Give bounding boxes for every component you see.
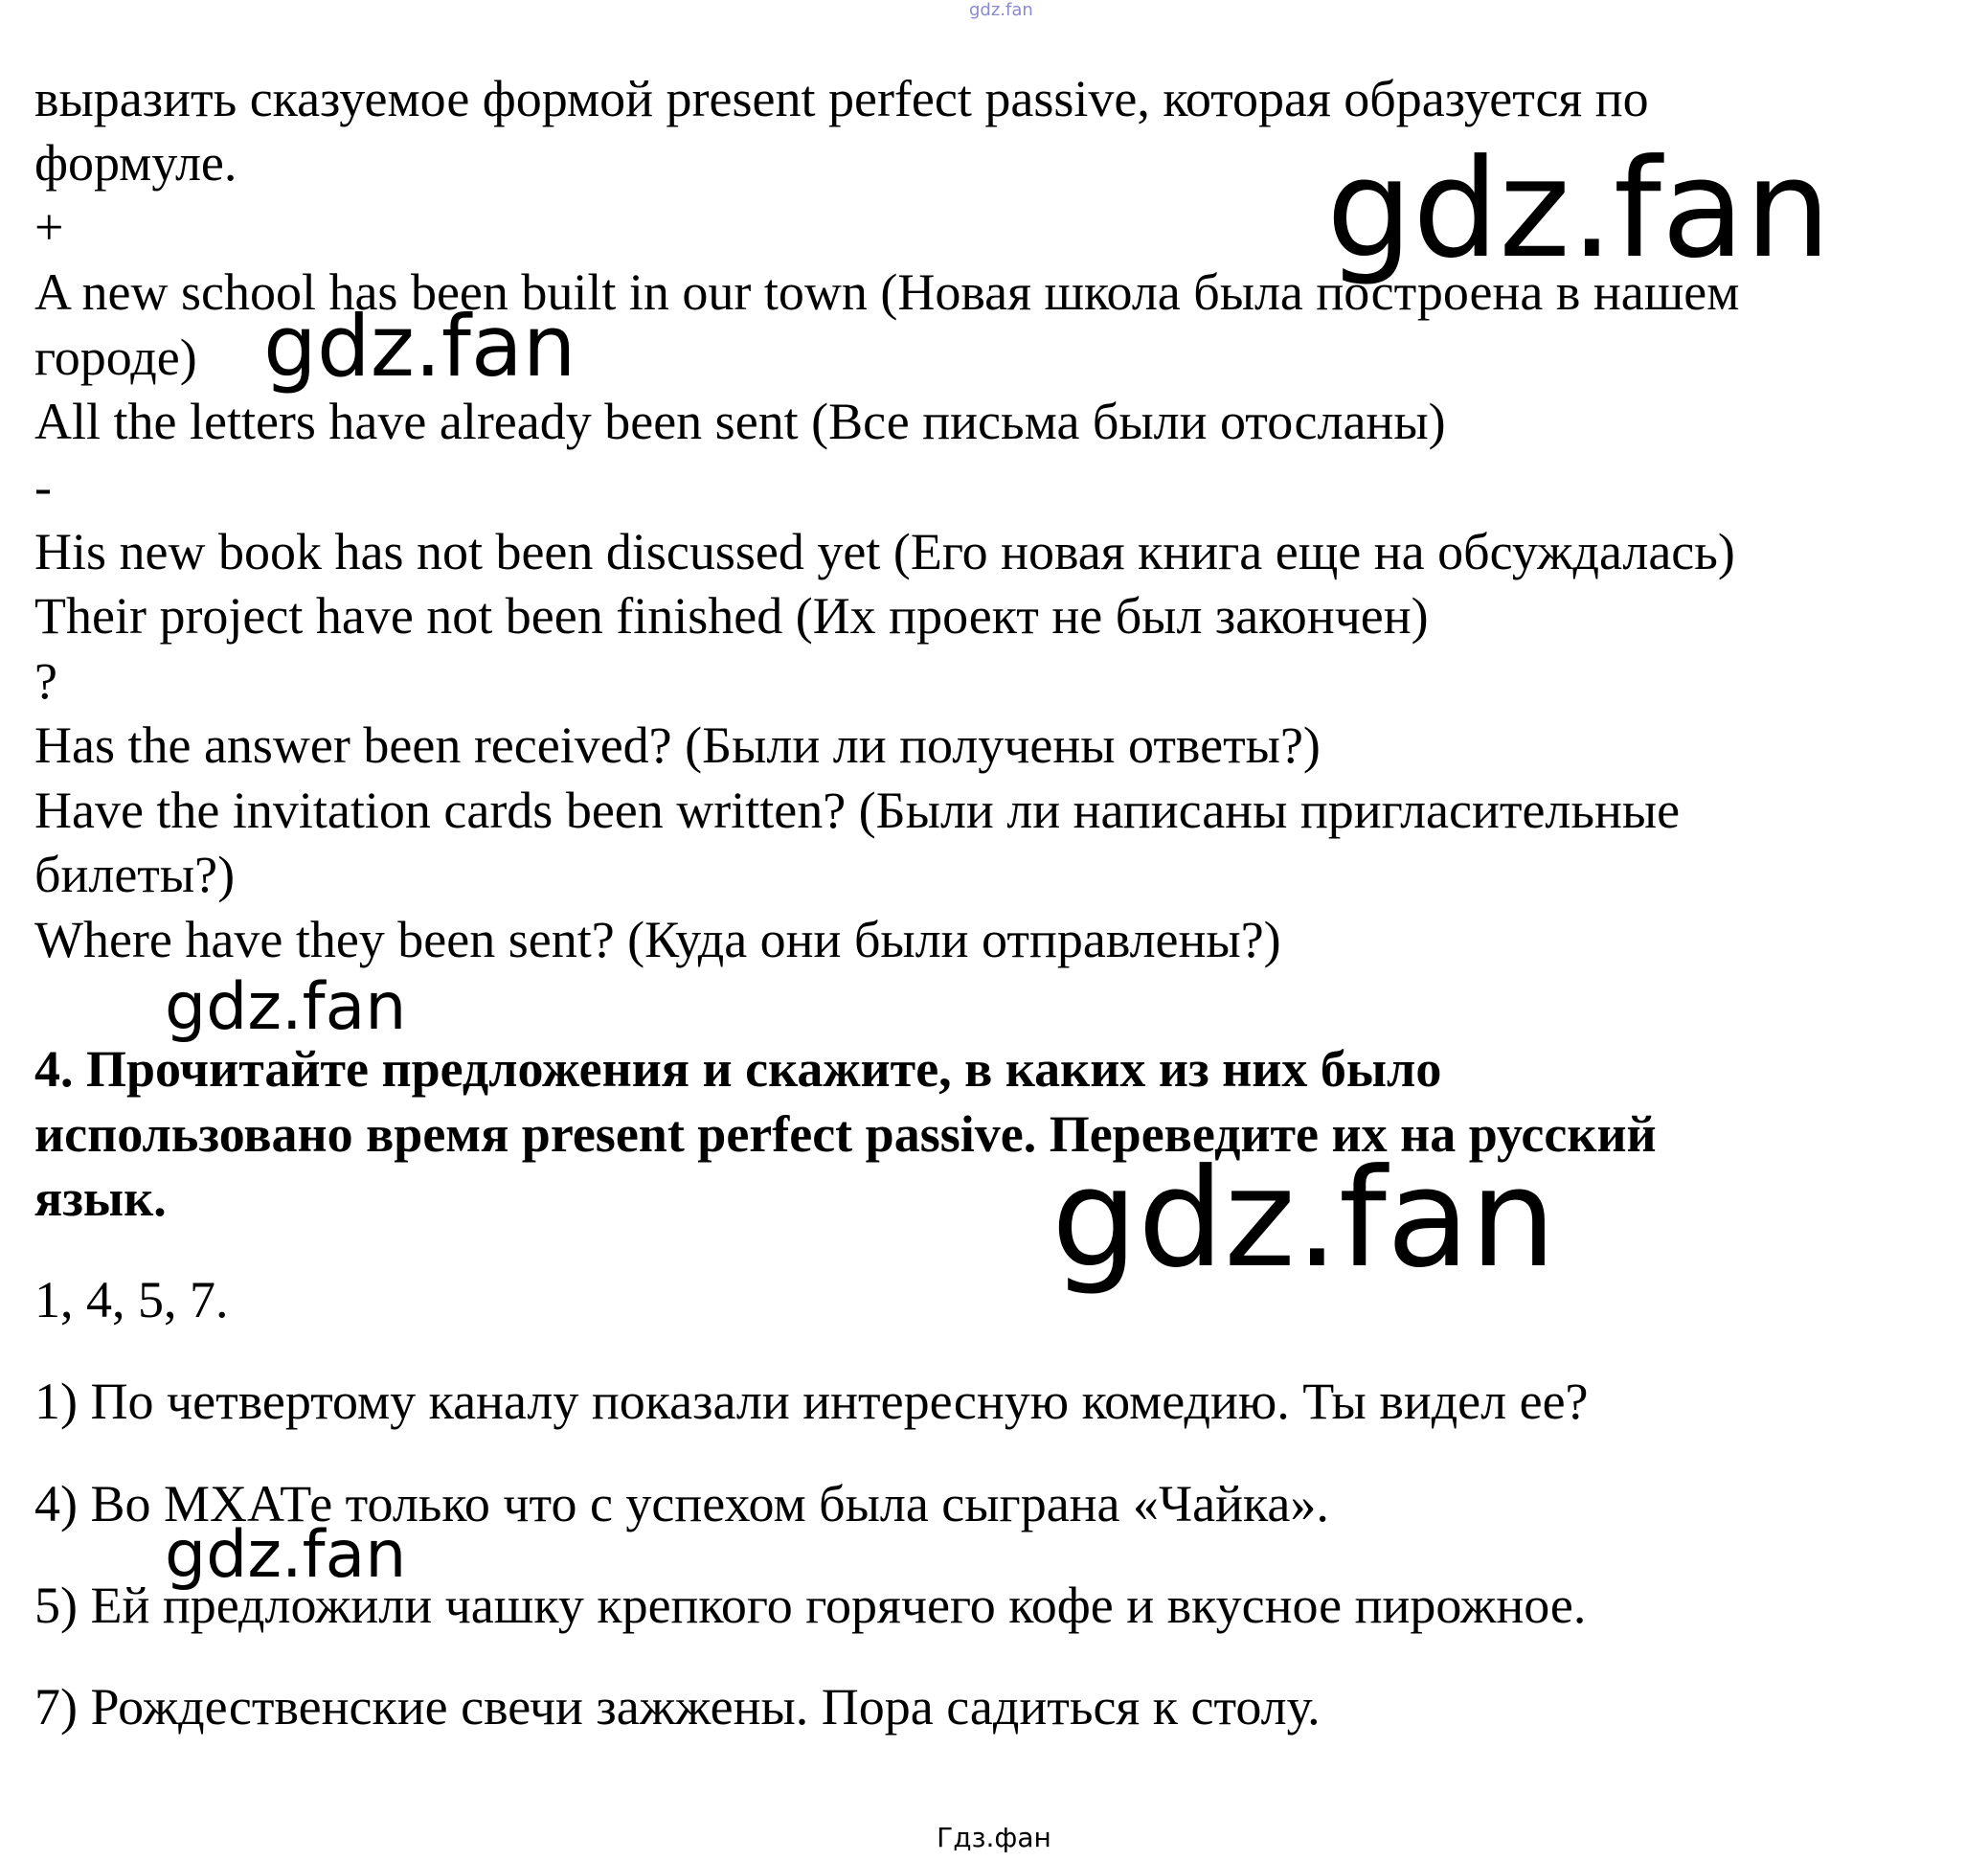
text-line-11: Has the answer been received? (Были ли получены ответы?) (34, 716, 1321, 774)
text-line-4: A new school has been built in our town (Новая школа была построена в нашем (34, 263, 1740, 321)
text-line-1: выразить сказуемое формой present perfect passive, которая образуется по (34, 70, 1649, 127)
sentence-5: 5) Ей предложили чашку крепкого горячего кофе и вкусное пирожное. (34, 1577, 1587, 1634)
task-heading-line-3: язык. (34, 1169, 167, 1227)
watermark-large-bottom: gdz.fan (1051, 1140, 1556, 1298)
text-line-13: билеты?) (34, 846, 236, 903)
watermark-small-2: gdz.fan (165, 1517, 407, 1593)
task-heading-line-1: 4. Прочитайте предложения и скажите, в каких из них было (34, 1040, 1442, 1098)
watermark-large-top: gdz.fan (1326, 130, 1831, 288)
sentence-7: 7) Рождественские свечи зажжены. Пора садиться к столу. (34, 1678, 1321, 1736)
text-line-8: His new book has not been discussed yet (Его новая книга еще на обсуждалась) (34, 523, 1735, 580)
text-line-6: All the letters have already been sent (Все письма были отосланы) (34, 393, 1446, 450)
question-sign: ? (34, 652, 57, 710)
sentence-1: 1) По четвертому каналу показали интересную комедию. Ты видел ее? (34, 1373, 1589, 1430)
text-line-14: Where have they been sent? (Куда они были отправлены?) (34, 911, 1281, 968)
text-line-5: городе) (34, 329, 197, 386)
top-watermark: gdz.fan (969, 0, 1033, 20)
watermark-medium: gdz.fan (263, 297, 576, 396)
answer-line: 1, 4, 5, 7. (34, 1271, 229, 1328)
task-heading-line-2: использовано время present perfect passive. Переведите их на русский (34, 1105, 1657, 1163)
text-line-9: Their project have not been finished (Их проект не был закончен) (34, 587, 1429, 645)
text-line-12: Have the invitation cards been written? (Были ли написаны пригласительные (34, 782, 1681, 839)
minus-sign: - (34, 458, 52, 515)
plus-sign: + (34, 198, 64, 256)
text-line-2: формуле. (34, 134, 237, 192)
page-footer: Гдз.фан (937, 1822, 1051, 1853)
sentence-4: 4) Во МХАТе только что с успехом была сыграна «Чайка». (34, 1475, 1329, 1532)
watermark-small-1: gdz.fan (165, 969, 407, 1045)
